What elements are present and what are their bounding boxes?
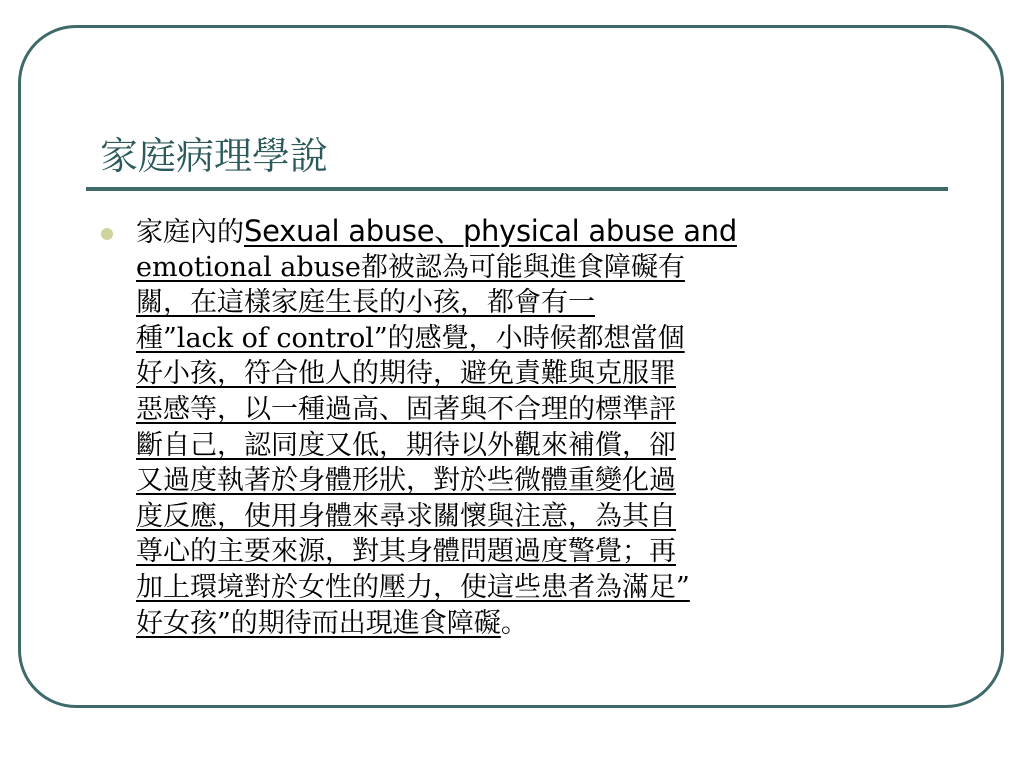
bullet-text — [136, 214, 940, 641]
line-underlined-text: 又過度執著於身體形狀，對於些微體重變化過 — [136, 465, 676, 497]
line-prefix: 家庭內的 — [136, 217, 244, 248]
bullet-line — [136, 356, 940, 392]
line-underlined-text: emotional abuse都被認為可能與進食障礙有 — [136, 251, 685, 283]
line-underlined-text: 好小孩，符合他人的期待，避免責難與克服罪 — [136, 358, 676, 390]
bullet-line — [136, 214, 940, 250]
line-underlined-text: 好女孩”的期待而出現進食障礙 — [136, 607, 501, 639]
line-suffix: 。 — [500, 607, 528, 639]
bullet-line — [136, 606, 940, 642]
line-underlined-text: 種”lack of control”的感覺，小時候都想當個 — [136, 322, 685, 354]
line-underlined-text: 斷自己，認同度又低，期待以外觀來補償，卻 — [136, 429, 676, 461]
line-underlined-text: 度反應，使用身體來尋求關懷與注意，為其自 — [136, 500, 676, 532]
line-underlined-text: 關，在這樣家庭生長的小孩，都會有一 — [136, 287, 595, 319]
line-underlined-text: 尊心的主要來源，對其身體問題過度警覺；再 — [136, 536, 676, 568]
bullet-line — [136, 392, 940, 428]
bullet-line — [136, 250, 940, 286]
bullet-line — [136, 321, 940, 357]
title-divider — [86, 187, 948, 191]
bullet-dot-icon — [101, 228, 113, 240]
bullet-line — [136, 463, 940, 499]
bullet-line — [136, 499, 940, 535]
bullet-line — [136, 534, 940, 570]
line-underlined-text: 加上環境對於女性的壓力，使這些患者為滿足” — [136, 571, 690, 603]
bullet-line — [136, 285, 940, 321]
bullet-line — [136, 428, 940, 464]
slide-title: 家庭病理學說 — [100, 134, 329, 178]
bullet-line — [136, 570, 940, 606]
line-underlined-text: Sexual abuse、physical abuse and — [244, 214, 737, 248]
line-underlined-text: 惡感等，以一種過高、固著與不合理的標準評 — [136, 393, 676, 425]
